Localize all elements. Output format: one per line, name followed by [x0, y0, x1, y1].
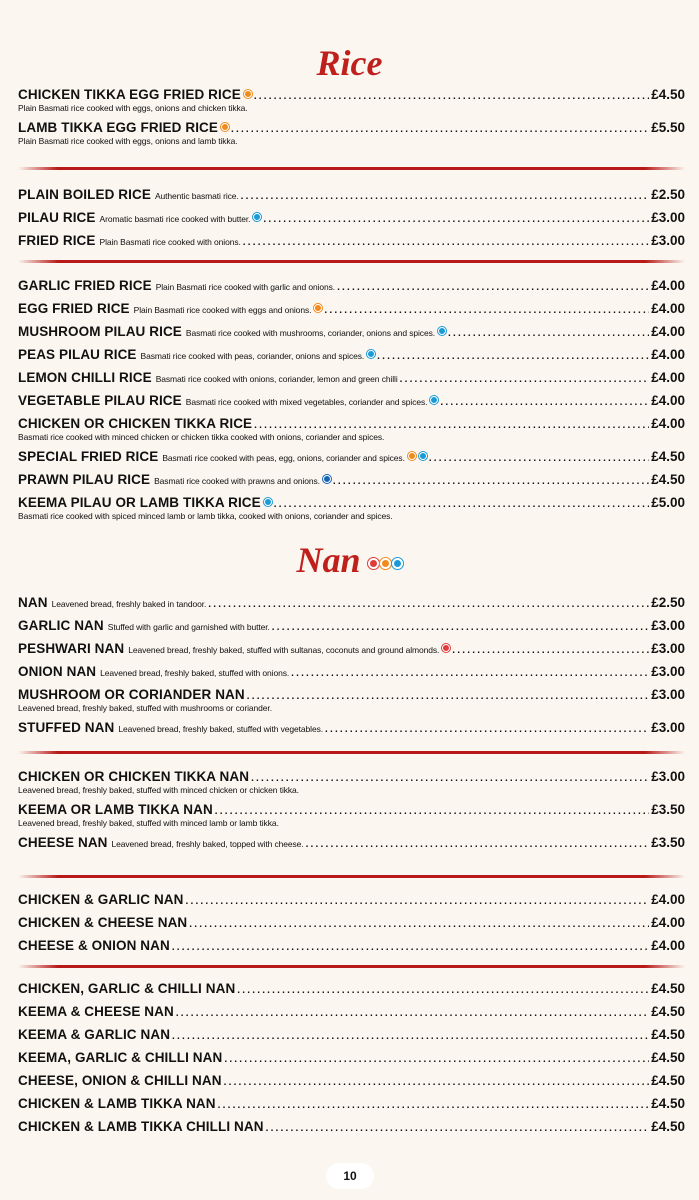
dot-leader — [263, 211, 649, 229]
dot-leader — [247, 688, 649, 706]
menu-item — [18, 209, 685, 232]
dot-leader — [172, 1028, 649, 1046]
menu-item-price: £4.00 — [651, 301, 685, 316]
menu-item-description: Leavened bread, freshly baked, stuffed with minced lamb or lamb tikka. — [18, 818, 279, 828]
menu-item-price: £4.00 — [651, 915, 685, 930]
menu-item-price: £2.50 — [651, 595, 685, 610]
menu-item — [18, 1095, 685, 1118]
nan-group-1 — [18, 594, 685, 742]
menu-item-row — [18, 686, 685, 704]
dot-leader — [448, 325, 649, 343]
orange-dietary-badge-icon — [221, 123, 229, 131]
menu-item-name: CHICKEN, GARLIC & CHILLI NAN — [18, 981, 236, 996]
menu-item-description: Leavened bread, freshly baked in tandoor. — [51, 599, 207, 609]
nan-title-badges — [367, 541, 403, 581]
dot-leader — [324, 302, 649, 320]
menu-item-row — [18, 1026, 685, 1044]
menu-item-description: Basmati rice cooked with peas, coriander, onions and spices. — [140, 351, 365, 361]
menu-item-name: CHICKEN & GARLIC NAN — [18, 892, 184, 907]
dot-leader — [176, 1005, 649, 1023]
menu-item-name: KEEMA & GARLIC NAN — [18, 1027, 171, 1042]
menu-item-description: Leavened bread, freshly baked, stuffed with sultanas, coconuts and ground almonds. — [128, 645, 440, 655]
menu-item-description: Leavened bread, freshly baked, stuffed with minced chicken or chicken tikka. — [18, 785, 299, 795]
menu-item-name: PILAU RICE — [18, 210, 96, 225]
menu-item-name: CHICKEN OR CHICKEN TIKKA RICE — [18, 416, 253, 431]
dot-leader — [266, 1120, 650, 1138]
menu-item — [18, 448, 685, 471]
menu-item-name: SPECIAL FRIED RICE — [18, 449, 159, 464]
menu-item-price: £3.00 — [651, 233, 685, 248]
navy-dietary-badge-icon — [323, 475, 331, 483]
menu-item-row — [18, 640, 685, 658]
menu-item — [18, 1026, 685, 1049]
menu-item-price: £4.50 — [651, 449, 685, 464]
menu-item — [18, 369, 685, 392]
nan-group-2 — [18, 768, 685, 857]
menu-item-description: Leavened bread, freshly baked, stuffed with onions. — [100, 668, 290, 678]
dot-leader — [224, 1074, 650, 1092]
menu-item-price: £3.50 — [651, 835, 685, 850]
menu-item-price: £3.00 — [651, 210, 685, 225]
menu-item-row — [18, 392, 685, 410]
menu-item-description: Stuffed with garlic and garnished with butter. — [107, 622, 270, 632]
menu-item — [18, 1118, 685, 1141]
menu-item-description: Plain Basmati rice cooked with garlic and onions. — [155, 282, 336, 292]
menu-item-description: Plain Basmati rice cooked with eggs, onions and chicken tikka. — [18, 103, 248, 113]
menu-item — [18, 663, 685, 686]
menu-item-badges — [320, 471, 331, 489]
rice-group-1 — [18, 86, 685, 152]
menu-item-row — [18, 300, 685, 318]
menu-item-price: £3.50 — [651, 802, 685, 817]
dot-leader — [241, 188, 650, 206]
menu-item-price: £4.50 — [651, 1119, 685, 1134]
menu-item-name: PESHWARI NAN — [18, 641, 125, 656]
dot-leader — [215, 803, 649, 821]
menu-item — [18, 471, 685, 494]
menu-item-price: £4.50 — [651, 1073, 685, 1088]
dot-leader — [224, 1051, 649, 1069]
menu-item-name: MUSHROOM OR CORIANDER NAN — [18, 687, 245, 702]
blue-dietary-badge-icon — [392, 558, 403, 569]
menu-item-name: LEMON CHILLI RICE — [18, 370, 152, 385]
menu-item — [18, 801, 685, 834]
dot-leader — [377, 348, 649, 366]
menu-item — [18, 186, 685, 209]
menu-item-description: Plain Basmati rice cooked with onions. — [99, 237, 241, 247]
menu-item-name: FRIED RICE — [18, 233, 96, 248]
menu-item-price: £4.00 — [651, 393, 685, 408]
menu-item-name: PEAS PILAU RICE — [18, 347, 137, 362]
menu-item-row — [18, 617, 685, 635]
menu-item-price: £5.50 — [651, 120, 685, 135]
blue-dietary-badge-icon — [419, 452, 427, 460]
menu-item-price: £3.00 — [651, 664, 685, 679]
dot-leader — [254, 88, 649, 106]
menu-item-row — [18, 277, 685, 295]
menu-item-row — [18, 1072, 685, 1090]
menu-item — [18, 86, 685, 119]
blue-dietary-badge-icon — [367, 350, 375, 358]
menu-item — [18, 937, 685, 960]
menu-item-description: Leavened bread, freshly baked, stuffed with vegetables. — [118, 724, 323, 734]
menu-item-name: CHICKEN & LAMB TIKKA CHILLI NAN — [18, 1119, 264, 1134]
menu-item-row — [18, 768, 685, 786]
menu-item-price: £3.00 — [651, 687, 685, 702]
rice-section-title: Rice — [316, 43, 383, 83]
menu-item-row — [18, 86, 685, 104]
dot-leader — [291, 665, 649, 683]
menu-item-badges — [311, 300, 322, 318]
orange-dietary-badge-icon — [380, 558, 391, 569]
menu-item-description: Plain Basmati rice cooked with eggs and onions. — [133, 305, 312, 315]
menu-item — [18, 834, 685, 857]
menu-item-row — [18, 119, 685, 137]
menu-item — [18, 392, 685, 415]
menu-item-description: Basmati rice cooked with prawns and onions. — [154, 476, 320, 486]
menu-item-name: KEEMA & CHEESE NAN — [18, 1004, 174, 1019]
menu-item-row — [18, 186, 685, 204]
blue-dietary-badge-icon — [438, 327, 446, 335]
menu-item-row — [18, 1049, 685, 1067]
nan-title-text: Nan — [296, 540, 361, 580]
menu-item-name: CHEESE, ONION & CHILLI NAN — [18, 1073, 222, 1088]
menu-item-price: £4.50 — [651, 1096, 685, 1111]
menu-item — [18, 346, 685, 369]
menu-item-badges — [364, 346, 375, 364]
dot-leader — [306, 836, 650, 854]
menu-item — [18, 1003, 685, 1026]
menu-item — [18, 277, 685, 300]
menu-item-name: MUSHROOM PILAU RICE — [18, 324, 182, 339]
menu-item-row — [18, 719, 685, 737]
menu-item — [18, 640, 685, 663]
menu-item — [18, 914, 685, 937]
menu-item — [18, 768, 685, 801]
menu-item-name: LAMB TIKKA EGG FRIED RICE — [18, 120, 218, 135]
menu-item-row — [18, 415, 685, 433]
menu-item-price: £4.00 — [651, 892, 685, 907]
dot-leader — [429, 450, 649, 468]
menu-item-row — [18, 594, 685, 612]
menu-item-description: Basmati rice cooked with mushrooms, coriander, onions and spices. — [185, 328, 436, 338]
menu-item-description: Leavened bread, freshly baked, topped with cheese. — [111, 839, 304, 849]
menu-item-badges — [218, 119, 229, 137]
menu-item-row — [18, 209, 685, 227]
menu-item-row — [18, 232, 685, 250]
menu-item-price: £3.00 — [651, 769, 685, 784]
menu-item-price: £4.00 — [651, 370, 685, 385]
menu-item-price: £4.50 — [651, 472, 685, 487]
rice-group-3 — [18, 277, 685, 527]
menu-item-row — [18, 1095, 685, 1113]
menu-item-row — [18, 937, 685, 955]
menu-item-price: £4.00 — [651, 347, 685, 362]
menu-item-price: £4.50 — [651, 1004, 685, 1019]
dot-leader — [243, 234, 649, 252]
menu-item-row — [18, 494, 685, 512]
menu-item-price: £4.00 — [651, 938, 685, 953]
menu-item-badges — [435, 323, 446, 341]
menu-item-name: CHICKEN & LAMB TIKKA NAN — [18, 1096, 216, 1111]
menu-item — [18, 323, 685, 346]
menu-item — [18, 594, 685, 617]
menu-item-badges — [261, 494, 272, 512]
blue-dietary-badge-icon — [264, 498, 272, 506]
menu-item-description: Authentic basmati rice. — [154, 191, 239, 201]
red-dietary-badge-icon — [442, 644, 450, 652]
menu-item-name: CHICKEN & CHEESE NAN — [18, 915, 188, 930]
orange-dietary-badge-icon — [408, 452, 416, 460]
menu-item-badges — [241, 86, 252, 104]
menu-item-row — [18, 448, 685, 466]
menu-item-price: £4.50 — [651, 1050, 685, 1065]
menu-item-badges — [250, 209, 261, 227]
dot-leader — [452, 642, 649, 660]
menu-item-name: VEGETABLE PILAU RICE — [18, 393, 182, 408]
menu-item-price: £3.00 — [651, 618, 685, 633]
menu-item-description: Basmati rice cooked with peas, egg, onions, coriander and spices. — [162, 453, 405, 463]
blue-dietary-badge-icon — [253, 213, 261, 221]
dot-leader — [333, 473, 649, 491]
menu-item-price: £4.50 — [651, 87, 685, 102]
menu-item-row — [18, 834, 685, 852]
divider — [18, 965, 685, 968]
divider — [18, 751, 685, 754]
menu-item-price: £4.00 — [651, 416, 685, 431]
dot-leader — [189, 916, 649, 934]
menu-item-price: £4.00 — [651, 324, 685, 339]
menu-item-price: £2.50 — [651, 187, 685, 202]
menu-item-description: Basmati rice cooked with onions, coriander, lemon and green chilli — [155, 374, 398, 384]
menu-item-price: £3.00 — [651, 720, 685, 735]
divider — [18, 875, 685, 878]
menu-item-description: Basmati rice cooked with spiced minced lamb or lamb tikka, cooked with onions, coriander and spices. — [18, 511, 393, 521]
menu-item-name: CHICKEN OR CHICKEN TIKKA NAN — [18, 769, 250, 784]
dot-leader — [231, 121, 649, 139]
menu-item-description: Plain Basmati rice cooked with eggs, onions and lamb tikka. — [18, 136, 238, 146]
menu-item — [18, 300, 685, 323]
menu-item-name: GARLIC FRIED RICE — [18, 278, 152, 293]
dot-leader — [172, 939, 649, 957]
menu-item — [18, 980, 685, 1003]
menu-item-row — [18, 1118, 685, 1136]
menu-item-name: KEEMA PILAU OR LAMB TIKKA RICE — [18, 495, 261, 510]
menu-item-badges — [427, 392, 438, 410]
menu-item-name: CHEESE & ONION NAN — [18, 938, 170, 953]
menu-item — [18, 415, 685, 448]
dot-leader — [325, 721, 649, 739]
menu-item-row — [18, 891, 685, 909]
menu-item-name: KEEMA OR LAMB TIKKA NAN — [18, 802, 213, 817]
menu-item-description: Basmati rice cooked with minced chicken or chicken tikka cooked with onions, coriander and spices. — [18, 432, 385, 442]
menu-item — [18, 719, 685, 742]
menu-item-price: £4.00 — [651, 278, 685, 293]
menu-item-name: STUFFED NAN — [18, 720, 115, 735]
nan-group-3 — [18, 891, 685, 960]
menu-item-row — [18, 323, 685, 341]
menu-item — [18, 1049, 685, 1072]
menu-item-badges — [439, 640, 450, 658]
divider — [18, 167, 685, 170]
menu-item-name: ONION NAN — [18, 664, 97, 679]
menu-item-row — [18, 1003, 685, 1021]
menu-item — [18, 686, 685, 719]
divider — [18, 260, 685, 263]
menu-item-description: Aromatic basmati rice cooked with butter. — [99, 214, 251, 224]
menu-item-row — [18, 369, 685, 387]
menu-item-name: EGG FRIED RICE — [18, 301, 130, 316]
menu-item-price: £4.50 — [651, 1027, 685, 1042]
blue-dietary-badge-icon — [430, 396, 438, 404]
menu-item-row — [18, 801, 685, 819]
menu-item-row — [18, 914, 685, 932]
menu-item-badges — [405, 448, 427, 466]
menu-item — [18, 119, 685, 152]
menu-item-name: PRAWN PILAU RICE — [18, 472, 151, 487]
dot-leader — [218, 1097, 650, 1115]
menu-item-row — [18, 471, 685, 489]
menu-item — [18, 232, 685, 255]
orange-dietary-badge-icon — [244, 90, 252, 98]
page-number: 10 — [326, 1163, 374, 1189]
menu-item-name: PLAIN BOILED RICE — [18, 187, 151, 202]
menu-item — [18, 617, 685, 640]
dot-leader — [237, 982, 649, 1000]
dot-leader — [208, 596, 649, 614]
menu-item-description: Leavened bread, freshly baked, stuffed with mushrooms or coriander. — [18, 703, 272, 713]
menu-item-name: GARLIC NAN — [18, 618, 104, 633]
menu-item — [18, 891, 685, 914]
menu-item-name: CHEESE NAN — [18, 835, 108, 850]
dot-leader — [337, 279, 649, 297]
menu-item-price: £5.00 — [651, 495, 685, 510]
nan-section-title — [0, 540, 699, 584]
dot-leader — [186, 893, 650, 911]
menu-item-name: CHICKEN TIKKA EGG FRIED RICE — [18, 87, 241, 102]
dot-leader — [440, 394, 649, 412]
dot-leader — [400, 371, 650, 389]
dot-leader — [251, 770, 649, 788]
menu-item-row — [18, 663, 685, 681]
menu-item-row — [18, 980, 685, 998]
red-dietary-badge-icon — [368, 558, 379, 569]
menu-item-name: NAN — [18, 595, 48, 610]
nan-group-4 — [18, 980, 685, 1141]
menu-item-name: KEEMA, GARLIC & CHILLI NAN — [18, 1050, 223, 1065]
menu-item-price: £4.50 — [651, 981, 685, 996]
orange-dietary-badge-icon — [314, 304, 322, 312]
rice-group-2 — [18, 186, 685, 255]
menu-item-row — [18, 346, 685, 364]
dot-leader — [272, 619, 649, 637]
menu-item-description: Basmati rice cooked with mixed vegetables, coriander and spices. — [185, 397, 428, 407]
menu-item-price: £3.00 — [651, 641, 685, 656]
menu-item — [18, 494, 685, 527]
menu-item — [18, 1072, 685, 1095]
